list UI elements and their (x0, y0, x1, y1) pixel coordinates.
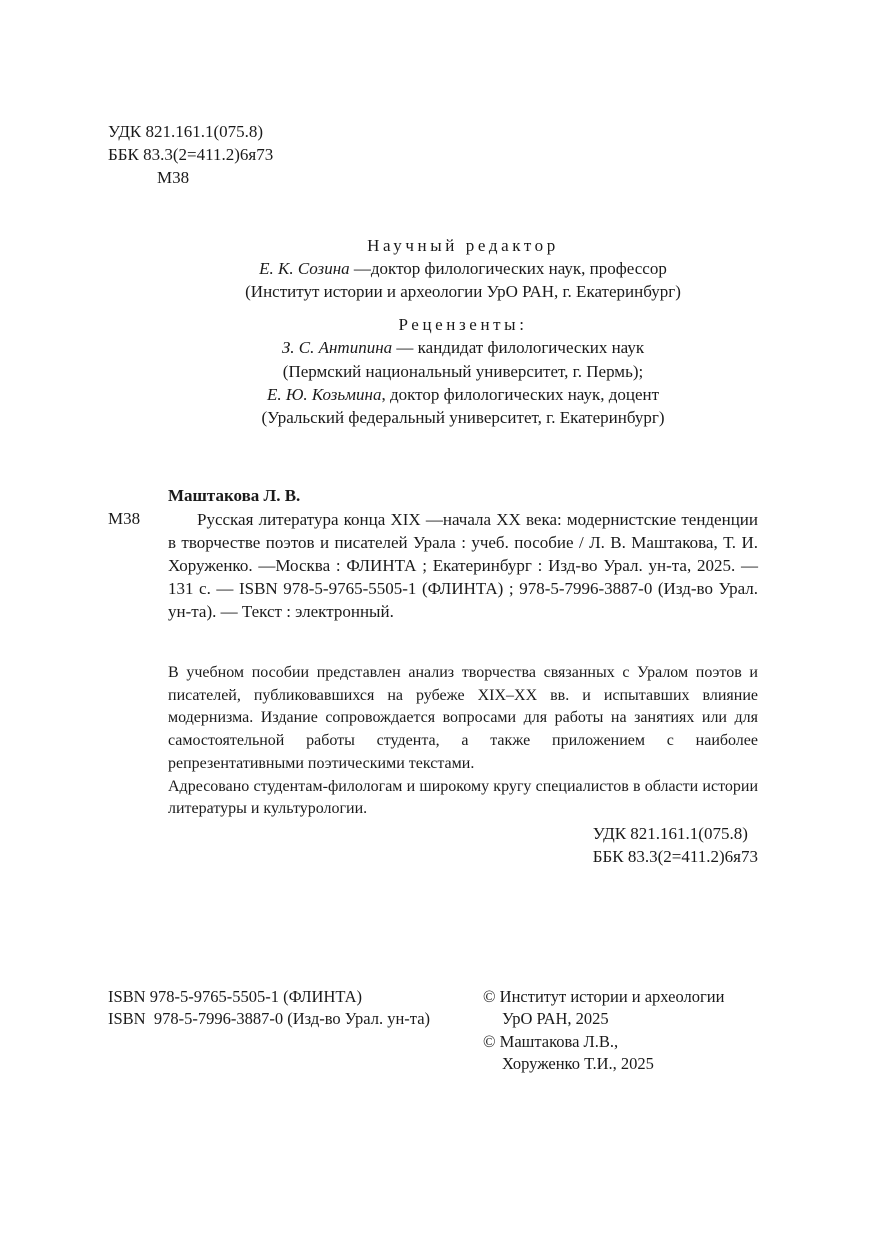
copyright-line: Хоруженко Т.И., 2025 (502, 1054, 654, 1074)
author-mark: М38 (157, 168, 190, 188)
reviewer-affiliation: (Пермский национальный университет, г. Пермь); (282, 361, 644, 381)
editor-heading: Научный редактор (367, 236, 559, 255)
isbn-line: ISBN 978-5-9765-5505-1 (ФЛИНТА) (108, 987, 363, 1006)
editor-affiliation: (Институт истории и археологии УрО РАН, г. Екатеринбург) (245, 282, 681, 302)
udk-code: УДК 821.161.1(075.8) (592, 824, 748, 843)
copyright-line: © Маштакова Л.В., (483, 1031, 619, 1051)
annotation (168, 662, 758, 821)
record-description: Русская литература конца XIX —начала XX века: модернистские тенденции в творчестве поэтов и писателей Урала : учеб. пособие / Л. В. Маштакова, Т. И. Хоруженко. —Москва : ФЛИНТА ; Екатеринбург : Изд-во Урал. ун-та, 2025. — 131 с. — ISBN 978-5-9765-5505-1 (ФЛИНТА) ; 978-5-7996-3887-0 (Изд-во Урал. ун-та). — Текст : электронный. (168, 510, 758, 622)
classification-codes-footer (593, 822, 758, 868)
record-author-mark: М38 (108, 509, 141, 528)
udk-code: УДК 821.161.1(075.8) (108, 122, 264, 141)
isbn-block (108, 986, 430, 1031)
copyright-line: © Институт истории и археологии (483, 987, 725, 1006)
reviewer-line (130, 383, 796, 406)
credits-block (130, 234, 796, 429)
editor-name: Е. К. Созина (259, 259, 350, 279)
reviewers-heading: Рецензенты: (398, 315, 528, 335)
reviewer-name: З. С. Антипина (281, 338, 393, 358)
copyright-line: УрО РАН, 2025 (502, 1009, 609, 1029)
bbk-code: ББК 83.3(2=411.2)6я73 (592, 847, 758, 867)
reviewer-title: — кандидат филологических наук (392, 338, 645, 358)
editor-title: —доктор филологических наук, профессор (349, 259, 667, 279)
annotation-paragraph: В учебном пособии представлен анализ творчества связанных с Уралом поэтов и писателей, публиковавшихся на рубеже XIX–XX вв. и испытавших влияние модернизма. Издание сопровождается вопросами для работы на занятиях или для самостоятельной работы студента, а также приложением с наиболее репрезентативными поэтическими текстами. (168, 664, 758, 772)
editor-line (130, 257, 796, 280)
classification-block (108, 120, 273, 189)
annotation-paragraph: Адресовано студентам-филологам и широкому кругу специалистов в области истории литературы и культурологии. (168, 777, 758, 818)
reviewer-affiliation: (Уральский федеральный университет, г. Екатеринбург) (261, 407, 665, 427)
bbk-code: ББК 83.3(2=411.2)6я73 (108, 145, 274, 165)
record-author: Маштакова Л. В. (168, 486, 301, 505)
reviewer-line (130, 336, 796, 359)
copyright-block (483, 986, 724, 1076)
reviewer-name: Е. Ю. Козьмина (266, 384, 382, 404)
reviewer-title: , доктор филологических наук, доцент (381, 384, 660, 404)
isbn-line: ISBN 978-5-7996-3887-0 (Изд-во Урал. ун-та) (108, 1009, 431, 1029)
